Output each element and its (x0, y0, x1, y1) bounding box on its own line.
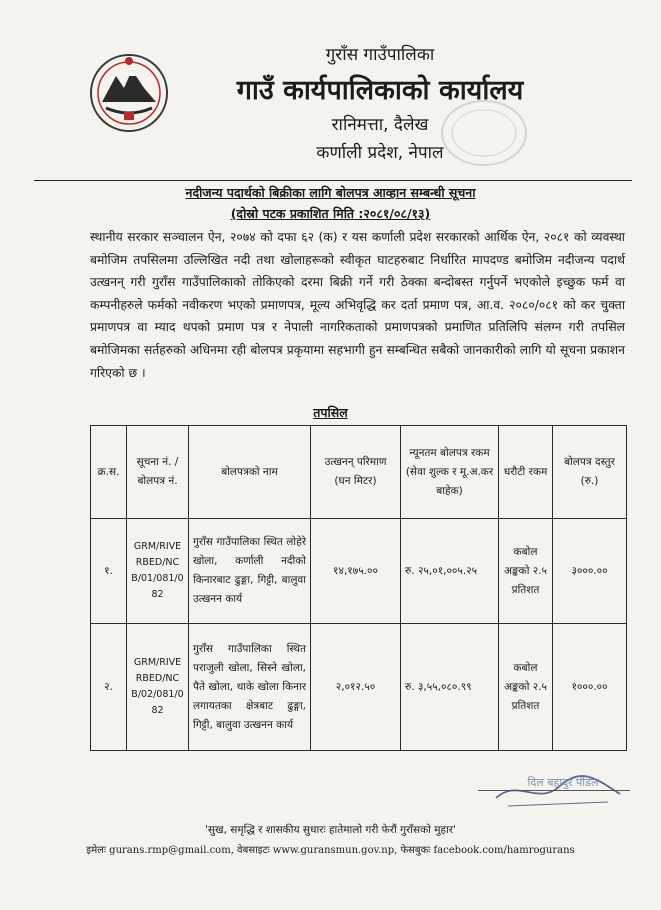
cell-min-amount: रु. ३,५५,०८०.९९ (401, 624, 499, 751)
cell-min-amount: रु. २५,०१,००५.२५ (401, 519, 499, 624)
cell-sn: १. (91, 519, 127, 624)
col-header-min-amount: न्यूनतम बोलपत्र रकम (सेवा शुल्क र मू.अ.कर बाहेक) (401, 426, 499, 519)
cell-code: GRM/RIVERBED/NCB/01/081/082 (127, 519, 189, 624)
cell-code: GRM/RIVERBED/NCB/02/081/082 (127, 624, 189, 751)
notice-title: नदीजन्य पदार्थको बिक्रीका लागि बोलपत्र आव्हान सम्बन्धी सूचना (185, 185, 476, 200)
table-row (91, 519, 627, 624)
office-stamp-icon (438, 96, 530, 170)
header-divider (34, 180, 632, 181)
publication-date: (दोस्रो पटक प्रकाशित मिति :२०८१/०८/१३) (230, 206, 431, 221)
office-title: गाउँ कार्यपालिकाको कार्यालय (236, 75, 524, 106)
cell-fee: १०००.०० (553, 624, 627, 751)
cell-volume: २,०१२.५० (311, 624, 401, 751)
col-header-deposit: धरौटी रकम (499, 426, 553, 519)
cell-deposit: कबोल अङ्कको २.५ प्रतिशत (499, 519, 553, 624)
cell-sn: २. (91, 624, 127, 751)
table-header-row (91, 426, 627, 519)
cell-volume: १४,१७५.०० (311, 519, 401, 624)
table-row (91, 624, 627, 751)
col-header-sn: क्र.स. (91, 426, 127, 519)
cell-name: गुराँस गाउँपालिका स्थित लोहेरे खोला, कर्णाली नदीको किनारबाट ढुङ्गा, गिट्टी, बालुवा उत्खनन कार्य (189, 519, 311, 624)
footer-contact: इमेलः gurans.rmp@gmail.com, वेबसाइटः www.guransmun.gov.np, फेसबुकः facebook.com/hamrogurans (86, 845, 575, 856)
cell-name: गुराँस गाउँपालिका स्थित पराजुली खोला, सिस्ने खोला, पैते खोला, थाके खोला किनार लगायतका क्षेत्रबाट ढुङ्गा, गिट्टी, बालुवा उत्खनन कार्य (189, 624, 311, 751)
signature-line (478, 790, 630, 791)
tender-table (90, 425, 627, 751)
municipality-name: गुराँस गाउँपालिका (325, 45, 435, 65)
cell-fee: ३०००.०० (553, 519, 627, 624)
col-header-volume: उत्खनन् परिमाण (घन मिटर) (311, 426, 401, 519)
footer-motto: 'सुख, समृद्धि र शासकीय सुधारः हातेमालो गरी फेरौं गुराँसको मुहार' (205, 824, 456, 836)
office-province: कर्णाली प्रदेश, नेपाल (316, 143, 444, 163)
office-location: रानिमत्ता, दैलेख (331, 115, 429, 135)
table-heading: तपसिल (313, 405, 348, 420)
notice-body: स्थानीय सरकार सञ्चालन ऐन, २०७४ को दफा ६२ (क) र यस कर्णाली प्रदेश सरकारको आर्थिक ऐन, २०८१ को व्यवस्था बमोजिम तपसिलमा उल्लिखित नदी तथा खोलाहरूको स्वीकृत घाटहरुबाट निर्धारित मापदण्ड बमोजिम नदीजन्य पदार्थ उत्खनन् गरी गुराँस गाउँपालिकाको तोकिएको दरमा बिक्री गर्ने गरी ठेक्का बन्दोबस्त गर्नुपर्ने भएकोले इच्छुक फर्म वा कम्पनीहरुले फर्मको नवीकरण भएको प्रमाणपत्र, मूल्य अभिवृद्धि कर दर्ता प्रमाण पत्र, आ.व. २०८०/०८१ को कर चुक्ता प्रमाणपत्र वा म्याद थपको प्रमाण पत्र र नेपाली नागरिकताको प्रमाणपत्रको प्रमाणित प्रतिलिपि संलग्न गरी तपसिल बमोजिमका सर्तहरुको अधिनमा रही बोलपत्र प्रकृयामा सहभागी हुन सम्बन्धित सबैको जानकारीको लागि यो सूचना प्रकाशन गरिएको छ । (90, 230, 625, 380)
cell-deposit: कबोल अङ्कको २.५ प्रतिशत (499, 624, 553, 751)
col-header-fee: बोलपत्र दस्तुर (रु.) (553, 426, 627, 519)
col-header-code: सूचना नं. /बोलपत्र नं. (127, 426, 189, 519)
signatory-name: दिल बहादुर पौडेल (527, 776, 599, 789)
nepal-government-emblem-icon (88, 52, 170, 134)
col-header-name: बोलपत्रको नाम (189, 426, 311, 519)
